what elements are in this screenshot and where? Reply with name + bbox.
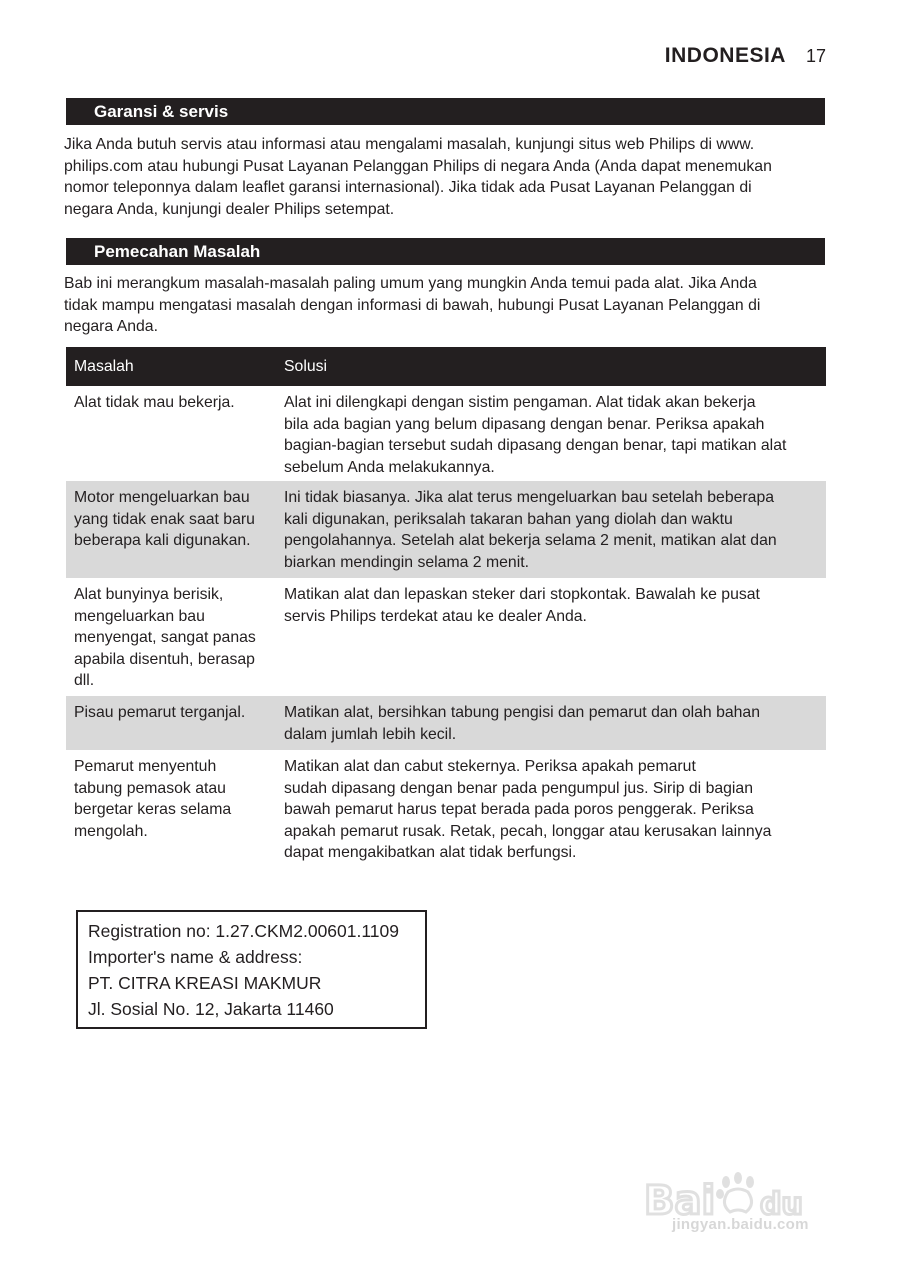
problem-cell: Alat bunyinya berisik, mengeluarkan bau menyengat, sangat panas apabila disentuh, berasap dll. bbox=[74, 586, 256, 689]
solution-cell: Alat ini dilengkapi dengan sistim pengaman. Alat tidak akan bekerja bila ada bagian yang belum dipasang dengan benar. Periksa apakah bagian-bagian tersebut sudah dipasang dengan benar, tapi matikan alat sebelum Anda melakukannya. bbox=[284, 394, 787, 476]
solution-cell: Matikan alat dan lepaskan steker dari stopkontak. Bawalah ke pusat servis Philips terdekat atau ke dealer Anda. bbox=[284, 586, 760, 625]
table-row bbox=[66, 481, 826, 578]
header-problem: Masalah bbox=[74, 357, 134, 375]
table-row bbox=[66, 696, 826, 750]
page-number: 17 bbox=[805, 46, 826, 66]
watermark-site: jingyan.baidu.com bbox=[672, 1216, 809, 1233]
problem-cell: Motor mengeluarkan bau yang tidak enak saat baru beberapa kali digunakan. bbox=[74, 489, 255, 549]
header-solution: Solusi bbox=[284, 357, 328, 375]
svg-text:Bai: Bai bbox=[644, 1178, 716, 1224]
svg-text:du: du bbox=[760, 1187, 803, 1222]
table-header bbox=[66, 347, 826, 386]
baidu-watermark bbox=[642, 1150, 842, 1250]
language-label: INDONESIA bbox=[664, 44, 786, 67]
warranty-text-suffix: atau hubungi Pusat Layanan Pelanggan Philips di negara Anda (Anda dapat menemukan nomor teleponnya dalam leaflet garansi internasional). Jika tidak ada Pusat Layanan Pelanggan di negara Anda, kunjungi dealer Philips setempat. bbox=[64, 157, 772, 218]
troubleshooting-intro: Bab ini merangkum masalah-masalah paling umum yang mungkin Anda temui pada alat. Jika Anda tidak mampu mengatasi masalah dengan informasi di bawah, hubungi Pusat Layanan Pelanggan di negara Anda. bbox=[64, 275, 761, 335]
importer-address: Jl. Sosial No. 12, Jakarta 11460 bbox=[88, 999, 334, 1019]
table-row bbox=[66, 386, 826, 481]
problem-cell: Pemarut menyentuh tabung pemasok atau bergetar keras selama mengolah. bbox=[74, 758, 232, 840]
importer-name: PT. CITRA KREASI MAKMUR bbox=[88, 973, 322, 993]
solution-cell: Ini tidak biasanya. Jika alat terus mengeluarkan bau setelah beberapa kali digunakan, periksalah takaran bahan yang diolah dan waktu pengolahannya. Setelah alat bekerja selama 2 menit, matikan alat dan biarkan mendingin selama 2 menit. bbox=[284, 489, 777, 571]
importer-label: Importer's name & address: bbox=[88, 947, 303, 967]
registration-number: Registration no: 1.27.CKM2.00601.1109 bbox=[88, 921, 399, 941]
registration-box bbox=[76, 910, 427, 1029]
page-header bbox=[665, 44, 826, 68]
problem-cell: Pisau pemarut terganjal. bbox=[74, 704, 246, 721]
solution-cell: Matikan alat dan cabut stekernya. Periksa apakah pemarut sudah dipasang dengan benar pada pengumpul jus. Sirip di bagian bawah pemarut harus tepat berada pada poros penggerak. Periksa apakah pemarut rusak. Retak, pecah, longgar atau kerusakan lainnya dapat mengakibatkan alat tidak berfungsi. bbox=[284, 758, 772, 861]
philips-website-link[interactable]: www. philips.com bbox=[64, 136, 755, 175]
table-row bbox=[66, 750, 826, 870]
warranty-text-prefix: Jika Anda butuh servis atau informasi atau mengalami masalah, kunjungi situs web Philips di bbox=[64, 136, 717, 153]
troubleshooting-table bbox=[66, 347, 826, 870]
section-title-warranty: Garansi & servis bbox=[66, 98, 825, 125]
warranty-paragraph bbox=[64, 134, 824, 220]
table-row bbox=[66, 578, 826, 696]
problem-cell: Alat tidak mau bekerja. bbox=[74, 394, 235, 411]
solution-cell: Matikan alat, bersihkan tabung pengisi dan pemarut dan olah bahan dalam jumlah lebih kecil. bbox=[284, 704, 760, 743]
section-title-troubleshooting: Pemecahan Masalah bbox=[66, 238, 825, 265]
